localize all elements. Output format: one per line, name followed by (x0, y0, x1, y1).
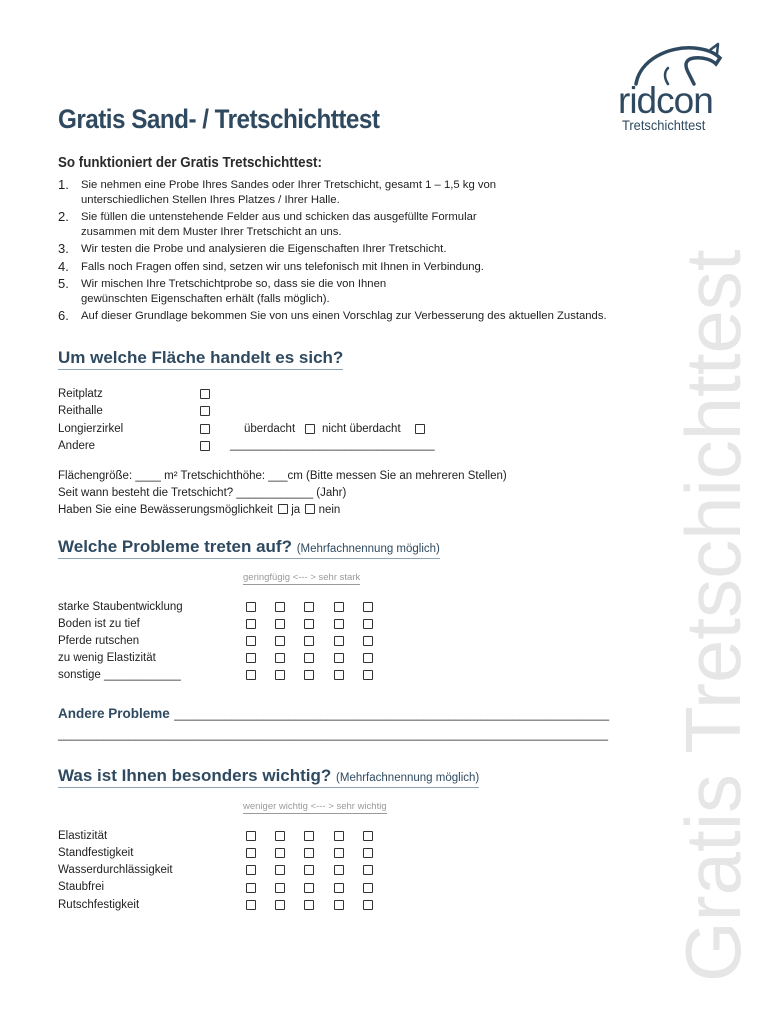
section-heading-area: Um welche Fläche handelt es sich? (58, 348, 343, 370)
page-title: Gratis Sand- / Tretschichttest (58, 104, 380, 134)
longierzirkel-checkbox[interactable] (200, 424, 210, 434)
option-label-andere: Andere (58, 440, 96, 452)
rating-checkbox[interactable] (275, 865, 285, 875)
rating-checkbox[interactable] (334, 670, 344, 680)
rating-checkbox[interactable] (246, 900, 256, 910)
ja-checkbox[interactable] (278, 504, 288, 514)
rating-checkbox[interactable] (334, 653, 344, 663)
problem-label: zu wenig Elastizität (58, 652, 156, 664)
seit-wann-line[interactable]: Seit wann besteht die Tretschicht? ____________ (Jahr) (58, 487, 347, 499)
ueberdacht-checkbox[interactable] (305, 424, 315, 434)
list-item: 1. Sie nehmen eine Probe Ihres Sandes oder Ihrer Tretschicht, gesamt 1 – 1,5 kg von unterschiedlichen Stellen Ihres Platzes / Ihrer Halle. (58, 177, 497, 206)
andere-fill-line[interactable]: ________________________________ (230, 439, 435, 451)
logo-wordmark: ridcon (618, 80, 713, 121)
list-item: 4. Falls noch Fragen offen sind, setzen wir uns telefonisch mit Ihnen in Verbindung. (58, 258, 484, 274)
option-label-longierzirkel: Longierzirkel (58, 423, 124, 435)
rating-checkbox[interactable] (304, 900, 314, 910)
reithalle-checkbox[interactable] (200, 406, 210, 416)
rating-checkbox[interactable] (246, 883, 256, 893)
rating-checkbox[interactable] (363, 653, 373, 663)
section-heading-problems: Welche Probleme treten auf? (Mehrfachnennung möglich) (58, 537, 440, 559)
rating-checkbox[interactable] (275, 653, 285, 663)
priority-label: Wasserdurchlässigkeit (58, 864, 173, 876)
rating-checkbox[interactable] (363, 670, 373, 680)
rating-checkbox[interactable] (363, 636, 373, 646)
rating-checkbox[interactable] (334, 619, 344, 629)
andere-probleme-line[interactable]: Andere Probleme ____________________________________________________________________ (58, 706, 610, 721)
problem-label: starke Staubentwicklung (58, 601, 183, 613)
rating-checkbox[interactable] (363, 848, 373, 858)
rating-checkbox[interactable] (363, 831, 373, 841)
side-watermark-text: Gratis Tretschichttest (669, 249, 757, 982)
rating-checkbox[interactable] (275, 602, 285, 612)
ueberdacht-label: überdacht (244, 423, 296, 435)
priority-label: Rutschfestigkeit (58, 899, 140, 911)
section-heading-important: Was ist Ihnen besonders wichtig? (Mehrfachnennung möglich) (58, 766, 479, 788)
rating-checkbox[interactable] (275, 636, 285, 646)
ja-label: ja (291, 504, 301, 516)
rating-checkbox[interactable] (246, 865, 256, 875)
rating-checkbox[interactable] (246, 636, 256, 646)
priority-label: Standfestigkeit (58, 847, 134, 859)
flaechengroesse-line[interactable]: Flächengröße: ____ m² Tretschichthöhe: ___cm (Bitte messen Sie an mehreren Stellen) (58, 470, 507, 482)
rating-checkbox[interactable] (334, 883, 344, 893)
problem-label: Pferde rutschen (58, 635, 140, 647)
andere-probleme-label: Andere Probleme (58, 706, 170, 721)
rating-checkbox[interactable] (334, 636, 344, 646)
list-item: 5. Wir mischen Ihre Tretschichtprobe so, dass sie die von Ihnen gewünschten Eigenschaften erhält (falls möglich). (58, 276, 387, 305)
priority-label: Elastizität (58, 830, 108, 842)
problem-label[interactable]: sonstige ____________ (58, 669, 181, 681)
scale-legend-important: weniger wichtig <--- > sehr wichtig (243, 801, 387, 812)
rating-checkbox[interactable] (275, 900, 285, 910)
rating-checkbox[interactable] (275, 883, 285, 893)
andere-checkbox[interactable] (200, 441, 210, 451)
nein-checkbox[interactable] (305, 504, 315, 514)
rating-checkbox[interactable] (304, 602, 314, 612)
rating-checkbox[interactable] (304, 619, 314, 629)
rating-checkbox[interactable] (334, 900, 344, 910)
rating-checkbox[interactable] (246, 602, 256, 612)
rating-checkbox[interactable] (363, 865, 373, 875)
option-label-reithalle: Reithalle (58, 405, 103, 417)
reitplatz-checkbox[interactable] (200, 389, 210, 399)
rating-checkbox[interactable] (246, 848, 256, 858)
list-item: 6. Auf dieser Grundlage bekommen Sie von uns einen Vorschlag zur Verbesserung des aktuellen Zustands. (58, 308, 607, 323)
rating-checkbox[interactable] (304, 670, 314, 680)
priority-label: Staubfrei (58, 881, 105, 893)
rating-checkbox[interactable] (334, 831, 344, 841)
nicht-ueberdacht-label: nicht überdacht (322, 423, 401, 435)
rating-checkbox[interactable] (275, 831, 285, 841)
rating-checkbox[interactable] (304, 883, 314, 893)
instructions-heading: So funktioniert der Gratis Tretschichttest: (58, 155, 322, 171)
rating-checkbox[interactable] (246, 619, 256, 629)
nein-label: nein (318, 504, 341, 516)
instructions-list (58, 178, 681, 327)
rating-checkbox[interactable] (334, 865, 344, 875)
rating-checkbox[interactable] (246, 653, 256, 663)
scale-legend-problems: geringfügig <--- > sehr stark (243, 572, 361, 583)
rating-checkbox[interactable] (304, 653, 314, 663)
rating-checkbox[interactable] (363, 900, 373, 910)
rating-checkbox[interactable] (304, 831, 314, 841)
rating-checkbox[interactable] (275, 619, 285, 629)
bewaesserung-question: Haben Sie eine Bewässerungsmöglichkeit ja nein (58, 504, 341, 516)
rating-checkbox[interactable] (334, 602, 344, 612)
andere-probleme-line-2[interactable]: ______________________________________________________________________________________ (58, 729, 609, 741)
list-item: 3. Wir testen die Probe und analysieren die Eigenschaften Ihrer Tretschicht. (58, 241, 447, 256)
rating-checkbox[interactable] (246, 831, 256, 841)
option-label-reitplatz: Reitplatz (58, 388, 103, 400)
problem-label: Boden ist zu tief (58, 618, 140, 630)
rating-checkbox[interactable] (363, 602, 373, 612)
logo-subtitle: Tretschichttest (622, 117, 706, 133)
list-item: 2. Sie füllen die untenstehende Felder aus und schicken das ausgefüllte Formular zusammen mit dem Muster Ihrer Tretschicht an uns. (58, 209, 477, 238)
rating-checkbox[interactable] (275, 848, 285, 858)
rating-checkbox[interactable] (304, 636, 314, 646)
nicht-ueberdacht-checkbox[interactable] (415, 424, 425, 434)
rating-checkbox[interactable] (304, 865, 314, 875)
rating-checkbox[interactable] (363, 883, 373, 893)
rating-checkbox[interactable] (363, 619, 373, 629)
rating-checkbox[interactable] (246, 670, 256, 680)
rating-checkbox[interactable] (304, 848, 314, 858)
rating-checkbox[interactable] (334, 848, 344, 858)
rating-checkbox[interactable] (275, 670, 285, 680)
